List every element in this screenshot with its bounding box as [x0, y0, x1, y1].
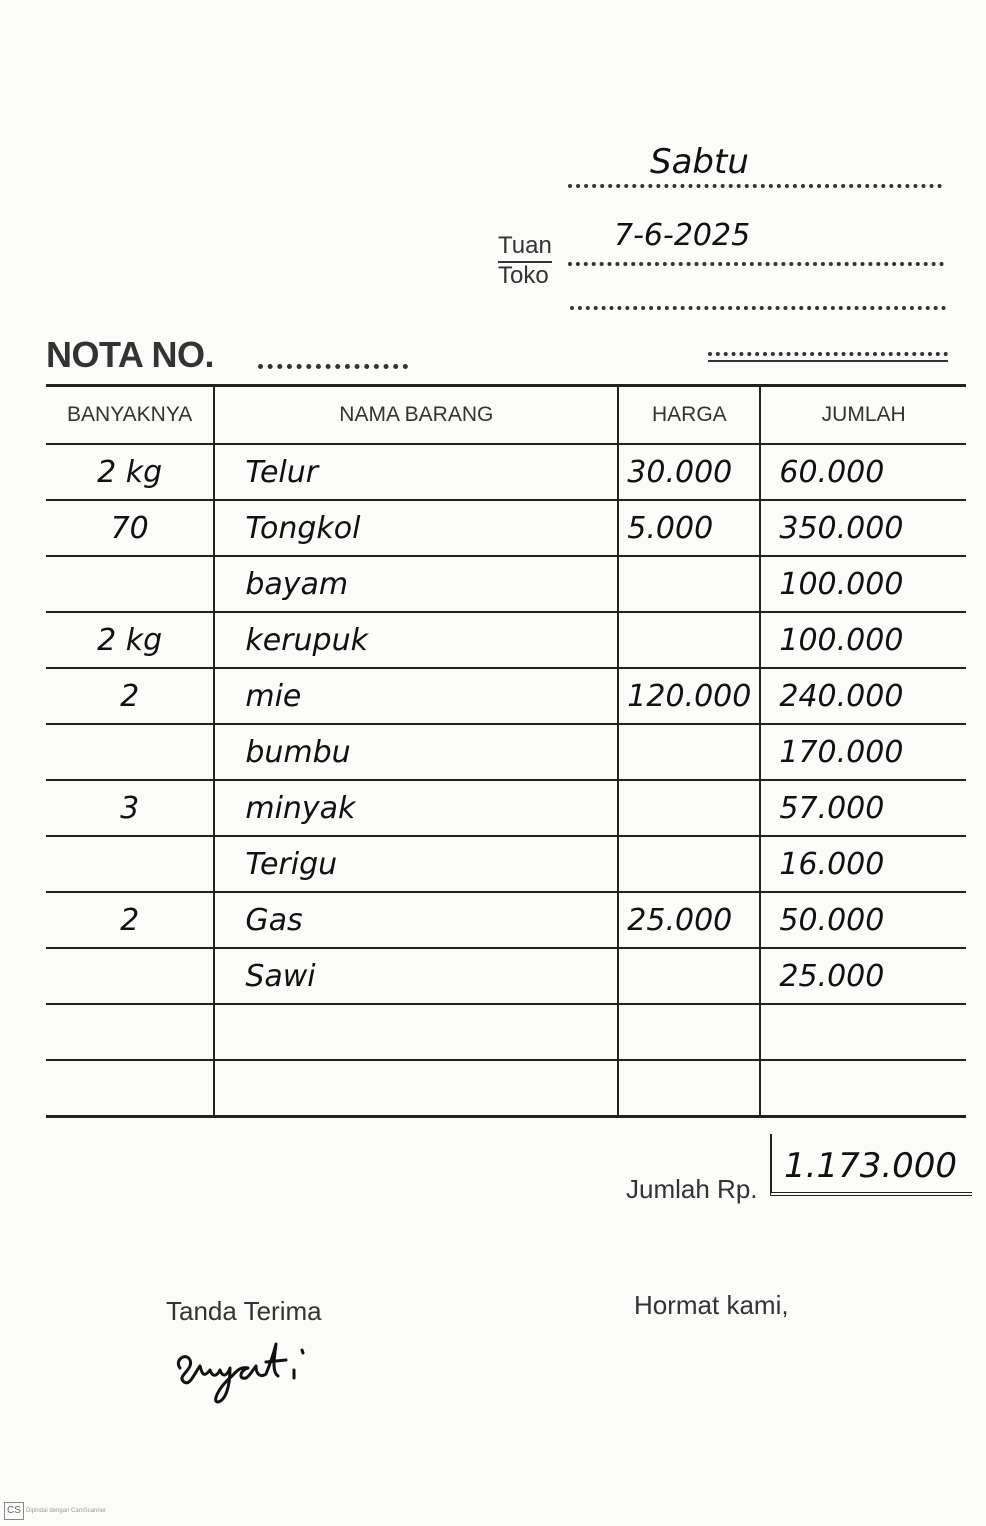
- row-price: [618, 724, 760, 780]
- table-row: [46, 1060, 966, 1117]
- row-qty: 70: [46, 500, 214, 556]
- receiver-signature: [170, 1330, 350, 1410]
- row-total: 100.000: [760, 612, 966, 668]
- table-row: [46, 668, 966, 724]
- row-price: [618, 612, 760, 668]
- row-name: bumbu: [214, 724, 618, 780]
- table-row: [46, 724, 966, 780]
- row-price: 25.000: [618, 892, 760, 948]
- date-dotted-line: [568, 262, 944, 266]
- row-qty: 2: [46, 892, 214, 948]
- row-total: [760, 1004, 966, 1060]
- camscanner-text: Dipindai dengan CamScanner: [26, 1508, 107, 1514]
- row-total: 240.000: [760, 668, 966, 724]
- table-header-row: [46, 386, 966, 445]
- row-price: [618, 556, 760, 612]
- row-total: 170.000: [760, 724, 966, 780]
- table-row: [46, 612, 966, 668]
- row-qty: [46, 948, 214, 1004]
- camscanner-logo: CS: [4, 1502, 24, 1520]
- row-name: Terigu: [214, 836, 618, 892]
- row-qty: [46, 836, 214, 892]
- column-header-total: JUMLAH: [760, 386, 966, 445]
- toko-dotted-line: [570, 306, 946, 310]
- column-header-name: NAMA BARANG: [214, 386, 618, 445]
- row-total: [760, 1060, 966, 1117]
- table-row: [46, 500, 966, 556]
- row-qty: 2: [46, 668, 214, 724]
- receiver-label: Tanda Terima: [166, 1296, 322, 1326]
- row-qty: [46, 724, 214, 780]
- row-total: 16.000: [760, 836, 966, 892]
- row-qty: [46, 556, 214, 612]
- column-header-qty: BANYAKNYA: [46, 386, 214, 445]
- row-qty: 2 kg: [46, 612, 214, 668]
- nota-number-dotted-line: [258, 364, 408, 369]
- row-name: [214, 1004, 618, 1060]
- row-price: [618, 1004, 760, 1060]
- row-qty: [46, 1004, 214, 1060]
- tuan-label: Tuan: [498, 232, 552, 263]
- row-name: bayam: [214, 556, 618, 612]
- column-header-price: HARGA: [618, 386, 760, 445]
- row-name: Sawi: [214, 948, 618, 1004]
- items-table: [46, 384, 966, 1118]
- row-price: 120.000: [618, 668, 760, 724]
- row-price: [618, 1060, 760, 1117]
- row-name: [214, 1060, 618, 1117]
- table-row: [46, 780, 966, 836]
- table-row: [46, 444, 966, 500]
- extra-dotted-line: [708, 352, 948, 356]
- row-name: mie: [214, 668, 618, 724]
- row-total: 60.000: [760, 444, 966, 500]
- row-total: 50.000: [760, 892, 966, 948]
- day-dotted-line: [568, 184, 942, 188]
- table-row: [46, 556, 966, 612]
- row-name: kerupuk: [214, 612, 618, 668]
- sender-label: Hormat kami,: [634, 1290, 789, 1320]
- row-price: [618, 780, 760, 836]
- table-row: [46, 892, 966, 948]
- row-price: [618, 948, 760, 1004]
- row-name: Telur: [214, 444, 618, 500]
- row-total: 25.000: [760, 948, 966, 1004]
- date-value: 7-6-2025: [614, 218, 751, 253]
- row-price: [618, 836, 760, 892]
- row-total: 100.000: [760, 556, 966, 612]
- row-price: 30.000: [618, 444, 760, 500]
- table-row: [46, 948, 966, 1004]
- row-qty: 3: [46, 780, 214, 836]
- toko-label: Toko: [498, 262, 549, 289]
- extra-underline: [708, 360, 948, 362]
- total-value: 1.173.000: [784, 1146, 958, 1186]
- table-row: [46, 836, 966, 892]
- nota-label: NOTA NO.: [46, 334, 214, 375]
- row-name: minyak: [214, 780, 618, 836]
- table-row: [46, 1004, 966, 1060]
- row-name: Tongkol: [214, 500, 618, 556]
- row-qty: 2 kg: [46, 444, 214, 500]
- row-price: 5.000: [618, 500, 760, 556]
- row-total: 350.000: [760, 500, 966, 556]
- row-total: 57.000: [760, 780, 966, 836]
- row-name: Gas: [214, 892, 618, 948]
- day-value: Sabtu: [650, 142, 749, 182]
- row-qty: [46, 1060, 214, 1117]
- total-label: Jumlah Rp.: [626, 1174, 758, 1204]
